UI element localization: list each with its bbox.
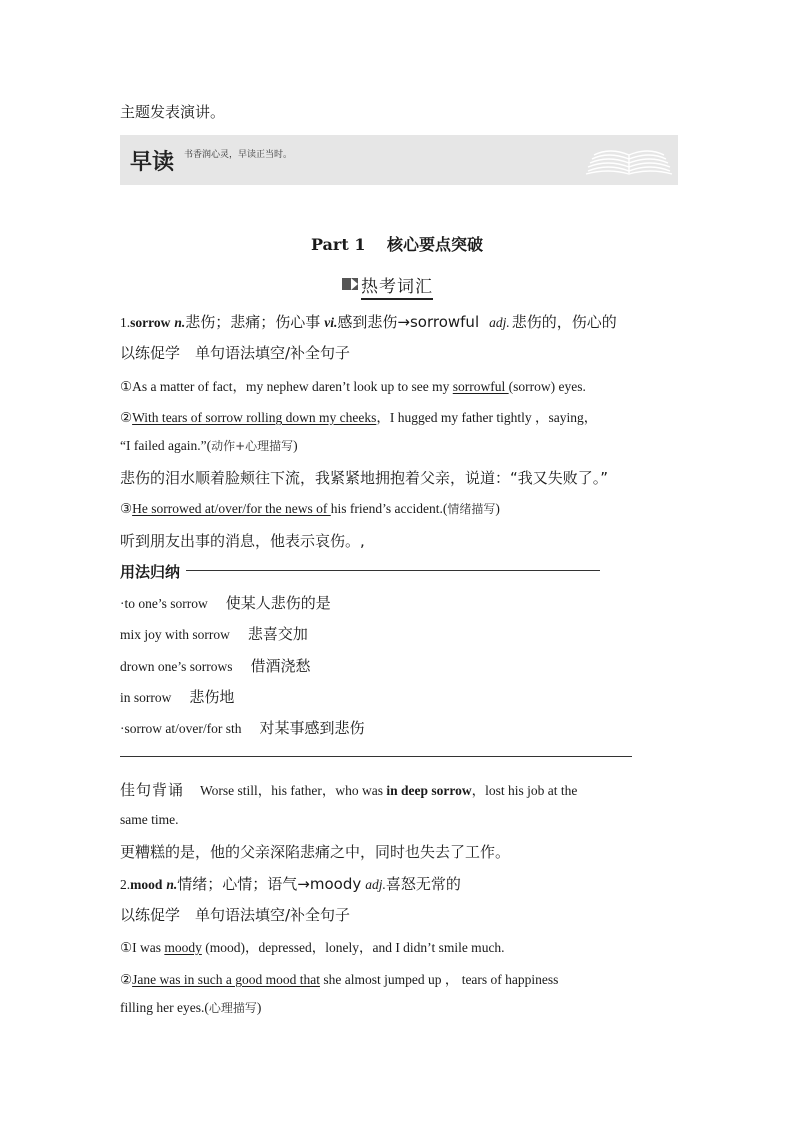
entry1-sentence-3: ③He sorrowed at/over/for the news of his friend’s accident.(情绪描写) (120, 501, 500, 516)
good-sentence-translation: 更糟糕的是，他的父亲深陷悲痛之中，同时也失去了工作。 (120, 843, 511, 861)
usage-item: in sorrow 悲伤地 (120, 688, 235, 706)
entry1-word: sorrow (130, 315, 171, 330)
entry1-sentence-2: ②With tears of sorrow rolling down my cheeks，I hugged my father tightly ，saying， (120, 410, 598, 425)
entry2-practice-label: 以练促学 单句语法填空/补全句子 (120, 906, 351, 924)
answer-blank: moody (164, 940, 202, 955)
entry2-sentence-2-line2: filling her eyes.(心理描写) (120, 1000, 262, 1015)
answer-blank: With tears of sorrow rolling down my cheeks (132, 410, 377, 425)
usage-rule-top (186, 570, 600, 571)
intro-line: 主题发表演讲。 (120, 103, 226, 121)
good-sentence: 佳句背诵 Worse still，his father，who was in deep sorrow，lost his job at the (120, 781, 578, 799)
answer-blank: sorrowful (452, 379, 509, 394)
usage-label: 用法归纳 (120, 563, 181, 581)
good-sentence-label: 佳句背诵 (120, 781, 185, 799)
entry2-sentence-2: ②Jane was in such a good mood that she almost jumped up ， tears of happiness (120, 972, 559, 987)
usage-item: ·to one’s sorrow 使某人悲伤的是 (120, 594, 331, 612)
entry1-sentence-2-translation: 悲伤的泪水顺着脸颊往下流，我紧紧地拥抱着父亲，说道：“我又失败了。” (120, 469, 609, 487)
usage-rule-bottom (120, 756, 632, 757)
writing-note: 心理描写 (208, 1001, 257, 1015)
usage-item: ·sorrow at/over/for sth 对某事感到悲伤 (120, 719, 365, 737)
usage-item: drown one’s sorrows 借酒浇愁 (120, 657, 311, 675)
morning-reading-banner (120, 135, 678, 185)
entry1-sentence-2-line2: “I failed again.”(动作+心理描写) (120, 438, 298, 453)
part-title: Part 1 核心要点突破 (310, 235, 484, 254)
entry1-sentence-3-translation: 听到朋友出事的消息，他表示哀伤。, (120, 532, 365, 550)
hot-words-heading: 热考词汇 (361, 272, 433, 300)
answer-blank: Jane was in such a good mood that (132, 972, 320, 987)
entry1-sentence-1: ①As a matter of fact，my nephew daren’t look up to see my sorrowful (sorrow) eyes. (120, 379, 586, 394)
open-book-icon (584, 143, 674, 179)
answer-blank: He sorrowed at/over/for the news of (132, 501, 331, 516)
entry2-headline: 2.mood n.情绪；心情；语气→moody adj.喜怒无常的 (120, 875, 461, 893)
writing-note: 情绪描写 (447, 502, 496, 516)
entry2-word: mood (130, 877, 163, 892)
play-marker-icon (342, 278, 358, 290)
entry2-sentence-1: ①I was moody (mood)，depressed，lonely，and I didn’t smile much. (120, 940, 505, 955)
banner-subtitle: 书香润心灵，早读正当时。 (184, 150, 293, 160)
writing-note: 动作+心理描写 (211, 439, 294, 453)
usage-item: mix joy with sorrow 悲喜交加 (120, 625, 308, 643)
entry1-headline: 1.sorrow n.悲伤；悲痛；伤心事 vi.感到悲伤→sorrowful adj. 悲伤的，伤心的 (120, 313, 617, 331)
good-sentence-line2: same time. (120, 812, 179, 827)
banner-title: 早读 (130, 149, 175, 175)
entry1-practice-label: 以练促学 单句语法填空/补全句子 (120, 344, 351, 362)
